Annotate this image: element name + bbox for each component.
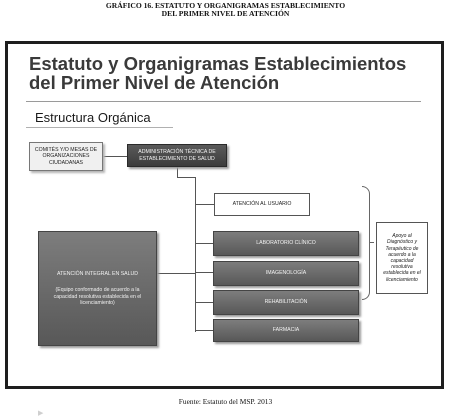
connector-to-imagenologia — [195, 272, 213, 273]
connector-trunk-vertical — [195, 177, 196, 332]
node-farmacia — [213, 319, 359, 342]
node-atencion-integral — [38, 231, 157, 346]
node-imagenologia — [213, 261, 359, 286]
connector-comites-admin — [103, 156, 127, 157]
node-comites — [29, 142, 103, 171]
node-administracion-tecnica-label: ADMINISTRACIÓN TÉCNICA DE ESTABLECIMIENTO DE SALUD — [138, 149, 216, 162]
node-comites-label: COMITÉS Y/O MESAS DE ORGANIZACIONES CIUDADANAS — [34, 146, 98, 166]
slide-title-line-1: Estatuto y Organigramas Establecimientos — [29, 53, 407, 74]
node-atencion-integral-note: (Equipo conformado de acuerdo a la capacidad resolutiva establecida en el licenciamiento) — [53, 287, 142, 306]
node-administracion-tecnica — [127, 144, 227, 167]
node-laboratorio-clinico-label: LABORATORIO CLÍNICO — [256, 240, 316, 247]
support-units-brace — [362, 186, 370, 300]
slide-title-line-2: del Primer Nivel de Atención — [29, 72, 280, 93]
note-apoyo-diagnostico — [376, 222, 428, 294]
connector-to-atencion-usuario — [195, 204, 214, 205]
node-imagenologia-label: IMAGENOLOGÍA — [265, 270, 307, 277]
node-atencion-usuario — [214, 193, 310, 216]
figure-caption-line-1: GRÁFICO 16. ESTATUTO Y ORGANIGRAMAS ESTABLECIMIENTO — [105, 1, 346, 10]
note-apoyo-diagnostico-text: Apoyo al Diagnóstico y Terapéutico de acuerdo a la capacidad resolutiva establecida en el licenciamiento — [383, 233, 421, 283]
footnote-arrow-icon: ▶ — [38, 409, 44, 417]
connector-to-farmacia — [195, 330, 213, 331]
node-atencion-integral-title: ATENCIÓN INTEGRAL EN SALUD — [57, 270, 138, 277]
figure-source: Fuente: Estatuto del MSP. 2013 — [178, 397, 273, 406]
connector-trunk-horizontal — [177, 177, 195, 178]
node-laboratorio-clinico — [213, 231, 359, 256]
connector-to-atencion-integral — [157, 273, 195, 274]
connector-to-laboratorio — [195, 243, 213, 244]
connector-to-rehabilitacion — [195, 302, 213, 303]
slide-subtitle: Estructura Orgánica — [35, 110, 151, 125]
title-divider — [26, 101, 421, 102]
node-farmacia-label: FARMACIA — [272, 327, 300, 334]
support-units-brace-tip — [369, 242, 374, 243]
node-rehabilitacion-label: REHABILITACIÓN — [264, 299, 308, 306]
node-atencion-usuario-label: ATENCIÓN AL USUARIO — [232, 201, 292, 208]
figure-caption-line-2: DEL PRIMER NIVEL DE ATENCIÓN — [161, 9, 290, 18]
slide-title — [29, 54, 406, 92]
node-rehabilitacion — [213, 290, 359, 315]
connector-admin-trunk-top — [177, 167, 178, 177]
subtitle-divider — [26, 127, 173, 128]
